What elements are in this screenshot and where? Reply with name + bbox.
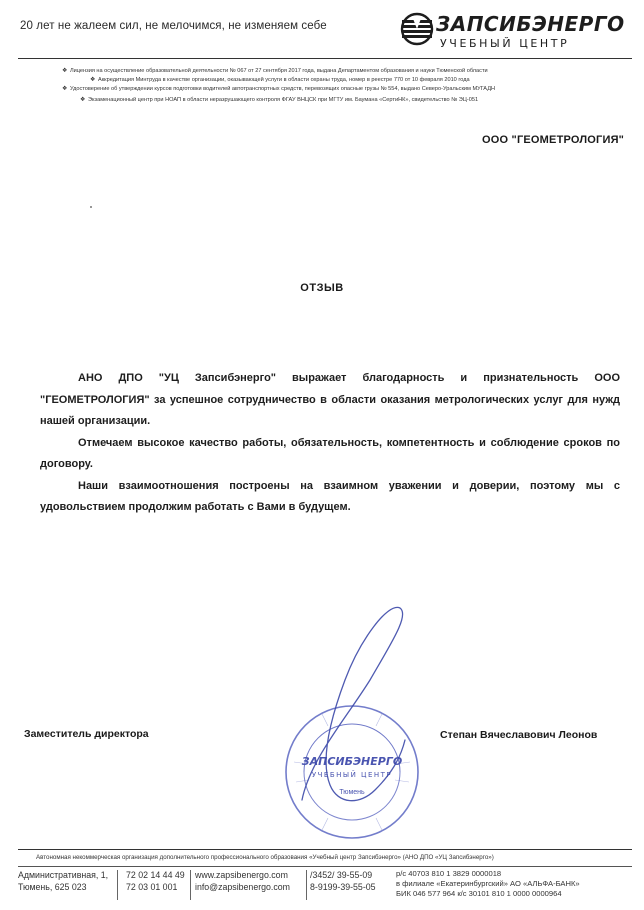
document-title: ОТЗЫВ (300, 282, 344, 294)
speck (90, 206, 92, 208)
footer-address: Административная, 1, Тюмень, 625 023 (18, 870, 109, 892)
company-logo (400, 10, 632, 54)
footer-web (195, 870, 290, 893)
footer-phones: 72 02 14 44 49 72 03 01 001 (126, 870, 185, 892)
logo-title: ЗАПСИБЭНЕРГО (436, 12, 625, 36)
signatory-name: Степан Вячеславович Леонов (440, 729, 598, 741)
diamond-icon: ❖ (62, 86, 68, 92)
license-item: ❖ Аккредитация Минтруда в качестве организации, оказывающей услуги в области охраны труда, номер в реестре 770 от 10 февраля 2010 года (90, 77, 470, 83)
body-paragraph: АНО ДПО "УЦ Запсибэнерго" выражает благодарность и признательность ООО "ГЕОМЕТРОЛОГИЯ" за успешное сотрудничество в области оказания метрологических услуг для нужд нашей организации. (40, 372, 620, 427)
handwritten-signature (250, 600, 450, 810)
license-item: ❖ Удостоверение об утверждении курсов подготовки водителей автотранспортных средств, перевозящих опасные грузы № 554, выдано Северо-Уральским МУГАДН (62, 86, 496, 92)
footer-separator (117, 870, 118, 900)
license-item: ❖ Лицензия на осуществление образовательной деятельности № 067 от 27 сентября 2017 года, выдана Департаментом образования и науки Тюменской области (62, 68, 488, 74)
body-paragraph: Наши взаимоотношения построены на взаимном уважении и доверии, поэтому мы с удовольствием продолжим работать с Вами в будущем. (40, 479, 620, 513)
stamp-title: ЗАПСИБЭНЕРГО (301, 755, 403, 768)
footer-telephones: /3452/ 39-55-09 8-9199-39-55-05 (310, 870, 376, 892)
footer-bank-details: р/с 40703 810 1 3829 0000018 в филиале «Екатеринбургский» АО «АЛЬФА-БАНК» БИК 046 577 964 к/с 30101 810 1 0000 0000964 (396, 869, 580, 898)
header-divider (18, 58, 632, 59)
website-link[interactable]: www.zapsibenergo.com (195, 870, 288, 880)
license-item: ❖ Экзаменационный центр при НОАП в области неразрушающего контроля ФГАУ ВНЦСК при МГТУ им. Баумана «СертиНК», свидетельство № ЭЦ-051 (80, 97, 479, 103)
footer-separator (190, 870, 191, 900)
diamond-icon: ❖ (80, 97, 86, 103)
body-paragraph: Отмечаем высокое качество работы, обязательность, компетентность и соблюдение сроков по договору. (40, 436, 620, 470)
email-link[interactable]: info@zapsibenergo.com (195, 881, 290, 892)
footer-organization: Автономная некоммерческая организация дополнительного профессионального образования «Учебный центр Запсибэнерго» (АНО ДПО «УЦ Запсибэнерго») (36, 854, 494, 861)
footer-separator (306, 870, 307, 900)
diamond-icon: ❖ (90, 77, 96, 83)
logo-subtitle: УЧЕБНЫЙ ЦЕНТР (440, 37, 570, 50)
logo-globe-icon (400, 12, 434, 46)
footer-divider (18, 849, 632, 850)
stamp-city: Тюмень (339, 789, 365, 796)
footer-divider (18, 866, 632, 867)
company-motto: 20 лет не жалеем сил, не мелочимся, не изменяем себе (20, 20, 327, 32)
recipient: ООО "ГЕОМЕТРОЛОГИЯ" (482, 134, 625, 146)
stamp-subtitle: УЧЕБНЫЙ ЦЕНТР (311, 771, 393, 779)
letter-body (40, 368, 620, 519)
signatory-position: Заместитель директора (24, 728, 149, 740)
diamond-icon: ❖ (62, 68, 68, 74)
